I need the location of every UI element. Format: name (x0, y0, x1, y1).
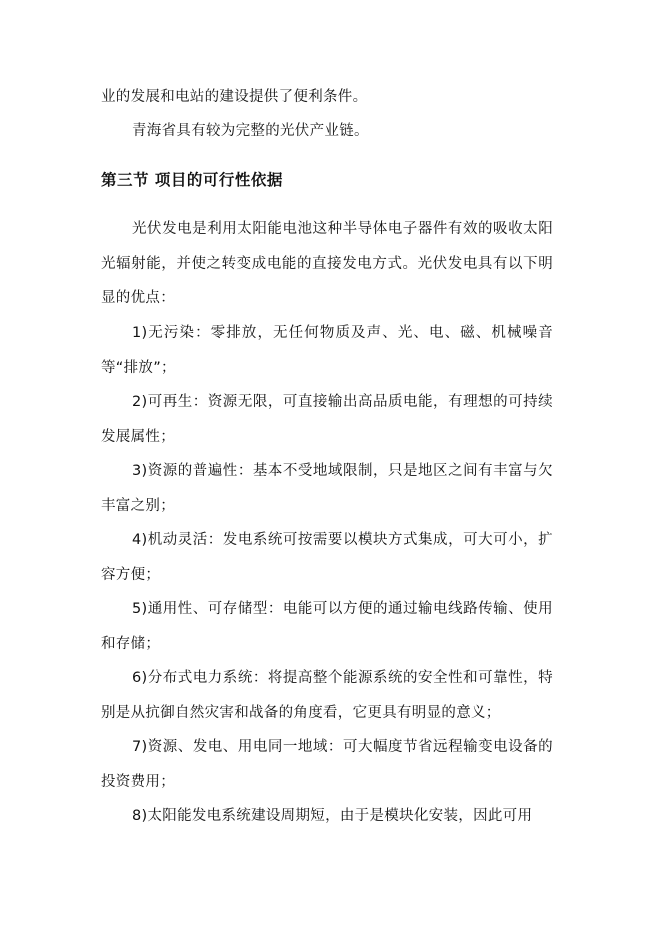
advantage-item-6: 6)分布式电力系统：将提高整个能源系统的安全性和可靠性，特别是从抗御自然灾害和战备的角度看，它更具有明显的意义； (101, 670, 553, 721)
lead-paragraph: 光伏发电是利用太阳能电池这种半导体电子器件有效的吸收太阳光辐射能，并使之转变成电能的直接发电方式。光伏发电具有以下明显的优点： (101, 221, 553, 306)
advantage-item-4: 4)机动灵活：发电系统可按需要以模块方式集成，可大可小，扩容方便； (101, 532, 553, 583)
advantage-item-5: 5)通用性、可存储型：电能可以方便的通过输电线路传输、使用和存储； (101, 601, 553, 652)
advantage-item-8: 8)太阳能发电系统建设周期短，由于是模块化安装，因此可用 (132, 808, 533, 824)
section-heading: 第三节 项目的可行性依据 (101, 171, 283, 189)
advantage-item-3: 3)资源的普遍性：基本不受地域限制，只是地区之间有丰富与欠丰富之别； (101, 463, 553, 514)
intro-paragraph: 青海省具有较为完整的光伏产业链。 (132, 123, 369, 139)
intro-tail-text: 业的发展和电站的建设提供了便利条件。 (101, 89, 368, 105)
advantage-item-2: 2)可再生：资源无限，可直接输出高品质电能，有理想的可持续发展属性； (101, 394, 553, 445)
advantage-item-1: 1)无污染：零排放，无任何物质及声、光、电、磁、机械噪音等“排放”； (101, 325, 553, 376)
advantage-item-7: 7)资源、发电、用电同一地域：可大幅度节省远程输变电设备的投资费用； (101, 739, 553, 790)
